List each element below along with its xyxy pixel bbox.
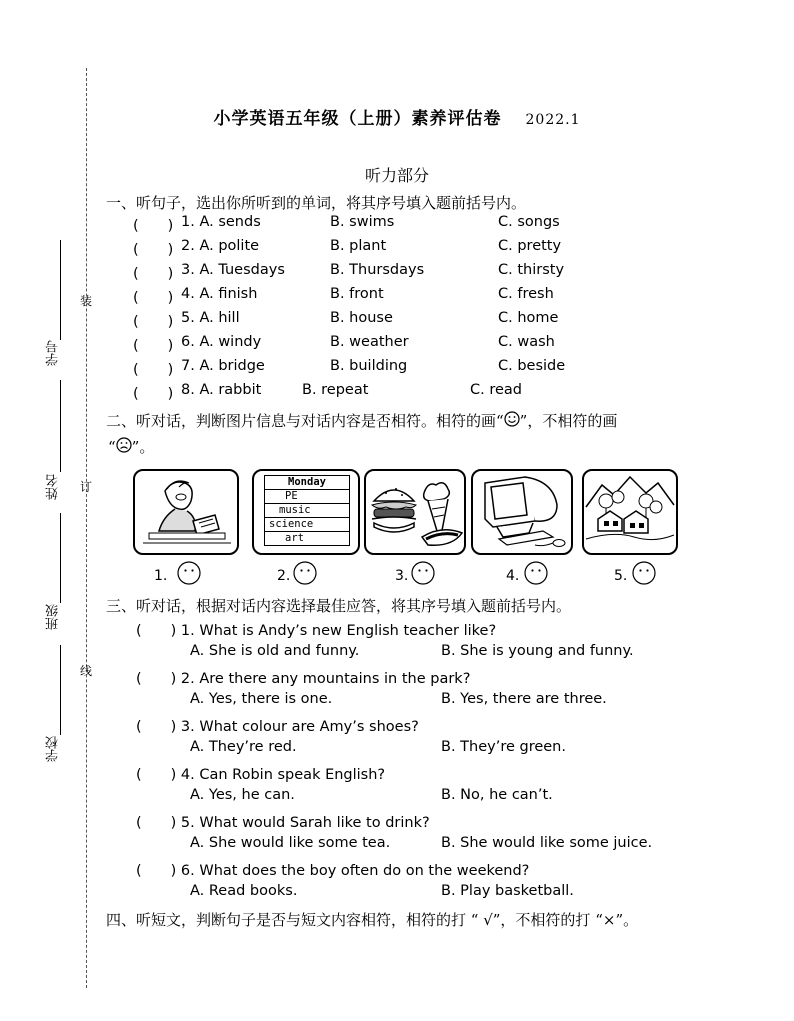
woman-reading-icon <box>135 471 237 553</box>
section-subtitle: 听力部分 <box>364 166 429 185</box>
option-c: C. songs <box>498 214 560 230</box>
option-a: 1. A. sends <box>181 214 261 230</box>
option-b: B. front <box>330 286 384 302</box>
option-a: 3. A. Tuesdays <box>181 262 285 278</box>
part2-instruction-b: ”，不相符的画 <box>519 412 618 430</box>
option-a: A. She would like some tea. <box>190 835 391 851</box>
school-label: 学校 <box>46 736 61 762</box>
answer-bracket[interactable]: ( ) <box>133 218 174 234</box>
student-id-line[interactable] <box>60 240 61 340</box>
timetable-period-2: music <box>265 504 349 518</box>
exam-title <box>0 104 794 129</box>
answer-bracket[interactable]: ( ) <box>133 338 174 354</box>
answer-bracket[interactable]: ( ) <box>133 242 174 258</box>
part2-instruction-c: “ <box>108 438 116 456</box>
option-a: A. Yes, there is one. <box>190 691 333 707</box>
option-a: A. Yes, he can. <box>190 787 295 803</box>
answer-face-2-icon[interactable] <box>293 561 317 585</box>
option-b: B. She would like some juice. <box>441 835 653 851</box>
exam-title-text: 小学英语五年级（上册）素养评估卷 <box>213 109 502 129</box>
option-c: C. thirsty <box>498 262 565 278</box>
answer-bracket[interactable]: ( ) <box>133 386 174 402</box>
option-b: B. swims <box>330 214 395 230</box>
option-c: C. home <box>498 310 559 326</box>
option-b: B. She is young and funny. <box>441 643 634 659</box>
class-label: 班级 <box>46 604 61 630</box>
option-a: 8. A. rabbit <box>181 382 262 398</box>
part2-instruction-a: 二、听对话，判断图片信息与对话内容是否相符。相符的画“ <box>106 412 504 430</box>
timetable <box>264 475 350 546</box>
option-b: B. building <box>330 358 408 374</box>
question-text: ( ) 4. Can Robin speak English? <box>136 767 386 783</box>
answer-face-1-icon[interactable] <box>177 561 201 585</box>
question-text: ( ) 6. What does the boy often do on the weekend? <box>136 863 530 879</box>
option-c: C. beside <box>498 358 566 374</box>
part2-instruction <box>106 410 617 431</box>
option-b: B. weather <box>330 334 409 350</box>
answer-bracket[interactable]: ( ) <box>133 362 174 378</box>
part2-instruction-d: ”。 <box>131 438 155 456</box>
question-text: ( ) 1. What is Andy’s new English teacher like? <box>136 623 497 639</box>
class-line[interactable] <box>60 513 61 603</box>
school-line[interactable] <box>60 645 61 735</box>
picture-number-4: 4. <box>506 568 520 584</box>
exam-year: 2022.1 <box>525 112 581 128</box>
picture-timetable <box>252 469 360 555</box>
smiley-icon <box>504 411 520 427</box>
option-c: C. fresh <box>498 286 554 302</box>
name-label: 姓名 <box>46 474 61 500</box>
option-b: B. Thursdays <box>330 262 425 278</box>
binding-char-ding: 订 <box>80 480 93 494</box>
question-text: ( ) 5. What would Sarah like to drink? <box>136 815 430 831</box>
option-a: 4. A. finish <box>181 286 258 302</box>
answer-bracket[interactable]: ( ) <box>133 314 174 330</box>
question-text: ( ) 3. What colour are Amy’s shoes? <box>136 719 419 735</box>
timetable-period-3: science <box>265 518 349 532</box>
option-b: B. No, he can’t. <box>441 787 553 803</box>
option-b: B. Yes, there are three. <box>441 691 607 707</box>
sad-face-icon <box>116 437 132 453</box>
part3-instruction: 三、听对话，根据对话内容选择最佳应答，将其序号填入题前括号内。 <box>106 597 572 615</box>
binding-char-xian: 线 <box>80 664 93 678</box>
option-a: A. Read books. <box>190 883 298 899</box>
picture-village <box>582 469 678 555</box>
answer-face-4-icon[interactable] <box>524 561 548 585</box>
picture-number-5: 5. <box>614 568 628 584</box>
part2-instruction-line2 <box>108 436 154 457</box>
option-b: B. house <box>330 310 393 326</box>
hamburger-icecream-hotdog-icon <box>366 471 464 553</box>
village-houses-icon <box>584 471 676 553</box>
timetable-day: Monday <box>265 476 349 490</box>
option-b: B. They’re green. <box>441 739 566 755</box>
picture-number-2: 2. <box>277 568 291 584</box>
timetable-period-4: art <box>285 532 304 544</box>
option-c: C. pretty <box>498 238 562 254</box>
option-a: 5. A. hill <box>181 310 240 326</box>
option-b: B. repeat <box>302 382 369 398</box>
timetable-period-1: PE <box>265 490 349 504</box>
answer-bracket[interactable]: ( ) <box>133 266 174 282</box>
question-text: ( ) 2. Are there any mountains in the park? <box>136 671 471 687</box>
part1-instruction: 一、听句子，选出你所听到的单词，将其序号填入题前括号内。 <box>106 194 527 212</box>
binding-dashed-line <box>86 68 87 988</box>
option-a: 7. A. bridge <box>181 358 265 374</box>
option-a: A. They’re red. <box>190 739 297 755</box>
picture-number-3: 3. <box>395 568 409 584</box>
picture-computer <box>471 469 573 555</box>
option-a: A. She is old and funny. <box>190 643 360 659</box>
option-b: B. plant <box>330 238 387 254</box>
computer-icon <box>473 471 571 553</box>
answer-bracket[interactable]: ( ) <box>133 290 174 306</box>
picture-teacher-reading <box>133 469 239 555</box>
option-c: C. read <box>470 382 522 398</box>
binding-char-zhuang: 装 <box>80 294 93 308</box>
option-b: B. Play basketball. <box>441 883 574 899</box>
part4-instruction: 四、听短文，判断句子是否与短文内容相符，相符的打 “ √”，不相符的打 “×”。 <box>106 911 639 929</box>
answer-face-5-icon[interactable] <box>632 561 656 585</box>
option-a: 6. A. windy <box>181 334 262 350</box>
student-id-label: 学号 <box>46 340 61 366</box>
name-line[interactable] <box>60 380 61 472</box>
option-a: 2. A. polite <box>181 238 260 254</box>
picture-fast-food <box>364 469 466 555</box>
option-c: C. wash <box>498 334 555 350</box>
picture-number-1: 1. <box>154 568 168 584</box>
answer-face-3-icon[interactable] <box>411 561 435 585</box>
